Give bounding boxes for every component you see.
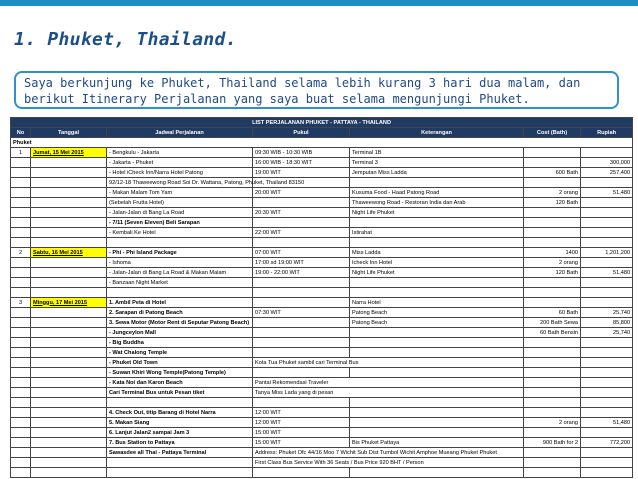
row-date <box>31 368 107 378</box>
row-activity: - Makan Malam Tom Yam <box>107 188 253 198</box>
row-activity <box>107 288 253 298</box>
row-rupiah <box>581 348 633 358</box>
table-row <box>11 228 633 238</box>
row-date <box>31 428 107 438</box>
row-time <box>253 278 350 288</box>
row-activity: - Bengkulu - Jakarta <box>107 148 253 158</box>
row-cost: 900 Bath for 2 <box>524 438 581 448</box>
row-date <box>31 378 107 388</box>
row-time: Kota Tua Phuket sambil cari Terminal Bus <box>253 358 524 368</box>
itinerary-table-wrapper <box>10 117 632 478</box>
row-cost <box>524 468 581 478</box>
row-rupiah <box>581 358 633 368</box>
row-cost <box>524 148 581 158</box>
row-rupiah <box>581 228 633 238</box>
column-header: Jadwal Perjalanan <box>107 128 253 138</box>
row-number: 2 <box>11 248 31 258</box>
row-cost: 1400 <box>524 248 581 258</box>
table-row <box>11 168 633 178</box>
row-activity: - Hotel iCheck Inn/Narra Hotel Patong <box>107 168 253 178</box>
row-date <box>31 158 107 168</box>
row-number <box>11 218 31 228</box>
row-date <box>31 208 107 218</box>
row-note <box>350 328 524 338</box>
table-row <box>11 238 633 248</box>
row-note: Night Life Phuket <box>350 268 524 278</box>
row-note <box>350 178 524 188</box>
table-row <box>11 288 633 298</box>
table-row <box>11 188 633 198</box>
row-rupiah <box>581 288 633 298</box>
row-date <box>31 438 107 448</box>
row-note: Kusuma Food - Haad Patong Road <box>350 188 524 198</box>
row-cost: 120 Bath <box>524 198 581 208</box>
column-header: Cost (Bath) <box>524 128 581 138</box>
row-date <box>31 388 107 398</box>
row-number <box>11 348 31 358</box>
row-activity: 1. Ambil Peta di Hotel <box>107 298 253 308</box>
table-row <box>11 258 633 268</box>
row-note: Patong Beach <box>350 318 524 328</box>
row-note: Patong Beach <box>350 308 524 318</box>
row-note <box>350 218 524 228</box>
row-cost <box>524 278 581 288</box>
row-date <box>31 408 107 418</box>
row-number <box>11 308 31 318</box>
row-number <box>11 208 31 218</box>
row-activity: 3. Sewa Motor (Motor Rent di Seputar Patong Beach) <box>107 318 253 328</box>
row-time: 17:00 sd 19:00 WIT <box>253 258 350 268</box>
row-rupiah: 51,480 <box>581 188 633 198</box>
row-activity: - Phuket Old Town <box>107 358 253 368</box>
row-date <box>31 178 107 188</box>
row-cost <box>524 348 581 358</box>
intro-note-box: Saya berkunjung ke Phuket, Thailand selama lebih kurang 3 hari dua malam, dan berikut Itinerary Perjalanan yang saya buat selama mengunjungi Phuket. <box>14 71 619 109</box>
row-date <box>31 268 107 278</box>
table-caption: LIST PERJALANAN PHUKET - PATTAYA - THAILAND <box>11 118 633 128</box>
row-number <box>11 198 31 208</box>
row-rupiah <box>581 428 633 438</box>
table-row <box>11 318 633 328</box>
row-activity <box>107 458 253 468</box>
row-time: 16:00 WIB - 18:30 WIT <box>253 158 350 168</box>
row-note: Jemputan Miss Ladda <box>350 168 524 178</box>
row-activity <box>107 238 253 248</box>
row-rupiah: 772,200 <box>581 438 633 448</box>
row-note <box>350 408 524 418</box>
row-cost: 60 Bath <box>524 308 581 318</box>
table-row <box>11 448 633 458</box>
row-note <box>350 288 524 298</box>
row-date: Jumat, 15 Mei 2015 <box>31 148 107 158</box>
row-number <box>11 358 31 368</box>
table-row <box>11 328 633 338</box>
row-date <box>31 468 107 478</box>
row-time: First Class Bus Service With 36 Seats / Bus Price 920 BHT / Person <box>253 458 524 468</box>
row-time: Pantai Rekomendasi Traveler <box>253 378 524 388</box>
row-activity: - Jalan-Jalan di Bang La Road & Makan Malam <box>107 268 253 278</box>
table-row <box>11 398 633 408</box>
row-cost <box>524 388 581 398</box>
row-number <box>11 238 31 248</box>
row-time: 19:00 WIT <box>253 168 350 178</box>
row-cost: 60 Bath Bensin <box>524 328 581 338</box>
row-cost <box>524 298 581 308</box>
row-date <box>31 328 107 338</box>
row-rupiah: 257,400 <box>581 168 633 178</box>
row-rupiah <box>581 298 633 308</box>
row-number: 3 <box>11 298 31 308</box>
row-note <box>350 418 524 428</box>
row-note <box>350 278 524 288</box>
row-rupiah <box>581 238 633 248</box>
row-time <box>253 398 350 408</box>
row-number <box>11 258 31 268</box>
row-date <box>31 458 107 468</box>
row-number <box>11 398 31 408</box>
row-rupiah: 300,000 <box>581 158 633 168</box>
row-date <box>31 278 107 288</box>
row-time: Tanya Miss Lada yang di pesan <box>253 388 524 398</box>
row-number <box>11 368 31 378</box>
row-activity: - Banzaan Night Market <box>107 278 253 288</box>
row-cost <box>524 208 581 218</box>
row-date <box>31 198 107 208</box>
row-number <box>11 168 31 178</box>
table-row <box>11 298 633 308</box>
row-activity: 2. Sarapan di Patong Beach <box>107 308 253 318</box>
row-time <box>253 298 350 308</box>
row-date <box>31 168 107 178</box>
row-date <box>31 308 107 318</box>
row-activity: - 7/11 (Seven Eleven) Beli Sarapan <box>107 218 253 228</box>
row-activity: - Jungceylon Mall <box>107 328 253 338</box>
row-cost <box>524 398 581 408</box>
row-activity: - Jakarta - Phuket <box>107 158 253 168</box>
row-time <box>253 328 350 338</box>
row-number <box>11 328 31 338</box>
row-rupiah <box>581 178 633 188</box>
column-header: Tanggal <box>31 128 107 138</box>
row-number <box>11 388 31 398</box>
row-date <box>31 358 107 368</box>
row-date <box>31 218 107 228</box>
row-cost <box>524 378 581 388</box>
table-row <box>11 248 633 258</box>
row-note: Terminal 3 <box>350 158 524 168</box>
row-cost <box>524 158 581 168</box>
row-date <box>31 288 107 298</box>
row-time <box>253 338 350 348</box>
row-time: Address: Phuket Ofc 44/16 Moo 7 Wichit Sub Dist Tumbol Wichit Amphoe Mueang Phuket Phuket <box>253 448 524 458</box>
row-activity: - Phi - Phi Island Package <box>107 248 253 258</box>
row-number <box>11 188 31 198</box>
row-cost: 200 Bath Sewa <box>524 318 581 328</box>
table-row <box>11 378 633 388</box>
row-time <box>253 468 350 478</box>
row-cost <box>524 358 581 368</box>
row-cost: 2 orang <box>524 418 581 428</box>
row-note: Night Life Phuket <box>350 208 524 218</box>
row-time: 15:00 WIT <box>253 438 350 448</box>
row-activity: - Big Buddha <box>107 338 253 348</box>
row-note: Terminal 1B <box>350 148 524 158</box>
row-cost <box>524 228 581 238</box>
table-row <box>11 368 633 378</box>
row-rupiah <box>581 458 633 468</box>
row-activity: - Jalan-Jalan di Bang La Road <box>107 208 253 218</box>
row-note <box>350 338 524 348</box>
table-row <box>11 388 633 398</box>
row-activity <box>107 468 253 478</box>
row-number <box>11 418 31 428</box>
row-date <box>31 418 107 428</box>
row-activity: - Kata Noi dan Karon Beach <box>107 378 253 388</box>
row-rupiah <box>581 338 633 348</box>
row-cost: 120 Bath <box>524 268 581 278</box>
row-cost <box>524 368 581 378</box>
column-header: Pukul <box>253 128 350 138</box>
table-row <box>11 148 633 158</box>
row-cost <box>524 178 581 188</box>
row-cost <box>524 338 581 348</box>
row-cost <box>524 408 581 418</box>
row-number <box>11 428 31 438</box>
row-note: Icheck Inn Hotel <box>350 258 524 268</box>
row-time <box>253 318 350 328</box>
row-activity: Cari Terminal Bus untuk Pesan tiket <box>107 388 253 398</box>
table-row <box>11 468 633 478</box>
table-row <box>11 408 633 418</box>
table-row <box>11 428 633 438</box>
row-note: Thaweewong Road - Restoran India dan Arab <box>350 198 524 208</box>
row-note: Miss Ladda <box>350 248 524 258</box>
table-row <box>11 198 633 208</box>
row-number <box>11 268 31 278</box>
row-time <box>253 198 350 208</box>
row-time: 15:00 WIT <box>253 428 350 438</box>
row-number: 1 <box>11 148 31 158</box>
row-time <box>253 348 350 358</box>
table-header-row <box>11 128 633 138</box>
row-rupiah <box>581 388 633 398</box>
row-note: Narra Hotel <box>350 298 524 308</box>
row-activity <box>107 398 253 408</box>
row-number <box>11 158 31 168</box>
row-rupiah: 51,480 <box>581 268 633 278</box>
row-number <box>11 338 31 348</box>
row-rupiah <box>581 278 633 288</box>
row-number <box>11 228 31 238</box>
table-body <box>11 138 633 478</box>
row-number <box>11 278 31 288</box>
row-rupiah: 25,740 <box>581 328 633 338</box>
row-activity: 92/12-18 Thaweewong Road Soi Dr. Wattana, Patong, Phuket, Thailand 83150 <box>107 178 253 188</box>
row-rupiah <box>581 378 633 388</box>
row-activity: 4. Check Out, titip Barang di Hotel Narra <box>107 408 253 418</box>
row-activity: - Suwan Khiri Wong Temple(Patong Temple) <box>107 368 253 378</box>
row-date: Sabtu, 16 Mei 2015 <box>31 248 107 258</box>
row-rupiah <box>581 208 633 218</box>
row-cost <box>524 428 581 438</box>
column-header: No <box>11 128 31 138</box>
row-time: 12:00 WIT <box>253 418 350 428</box>
row-note: Istirahat <box>350 228 524 238</box>
row-rupiah <box>581 368 633 378</box>
row-note: Bis Phuket Pattaya <box>350 438 524 448</box>
row-rupiah: 1,201,200 <box>581 248 633 258</box>
table-row <box>11 418 633 428</box>
row-rupiah <box>581 398 633 408</box>
row-number <box>11 448 31 458</box>
table-row <box>11 278 633 288</box>
row-date <box>31 448 107 458</box>
row-note <box>350 238 524 248</box>
row-number <box>11 438 31 448</box>
table-row <box>11 348 633 358</box>
row-cost: 600 Bath <box>524 168 581 178</box>
row-time <box>253 218 350 228</box>
row-date <box>31 318 107 328</box>
row-number <box>11 178 31 188</box>
table-row <box>11 458 633 468</box>
table-row <box>11 268 633 278</box>
row-rupiah: 85,800 <box>581 318 633 328</box>
row-time: 22:00 WIT <box>253 228 350 238</box>
table-row <box>11 358 633 368</box>
column-header: Rupiah <box>581 128 633 138</box>
row-note <box>350 368 524 378</box>
row-activity: - Ishoma <box>107 258 253 268</box>
table-row <box>11 218 633 228</box>
row-number <box>11 408 31 418</box>
row-cost <box>524 448 581 458</box>
table-row <box>11 208 633 218</box>
row-rupiah <box>581 448 633 458</box>
row-cost <box>524 218 581 228</box>
row-date <box>31 188 107 198</box>
table-row <box>11 308 633 318</box>
row-note <box>350 348 524 358</box>
row-cost: 2 orang <box>524 258 581 268</box>
row-time <box>253 288 350 298</box>
row-number <box>11 318 31 328</box>
row-rupiah <box>581 468 633 478</box>
row-number <box>11 458 31 468</box>
row-rupiah: 51,480 <box>581 418 633 428</box>
row-activity: - Kembali Ke Hotel <box>107 228 253 238</box>
table-row <box>11 438 633 448</box>
row-date <box>31 238 107 248</box>
row-rupiah <box>581 408 633 418</box>
row-rupiah <box>581 218 633 228</box>
row-cost <box>524 288 581 298</box>
row-time <box>253 368 350 378</box>
row-cost <box>524 458 581 468</box>
row-date <box>31 338 107 348</box>
row-date: Minggu, 17 Mei 2015 <box>31 298 107 308</box>
row-rupiah <box>581 198 633 208</box>
row-note <box>350 468 524 478</box>
row-number <box>11 378 31 388</box>
column-header: Keterangan <box>350 128 524 138</box>
row-time: 07:30 WIT <box>253 308 350 318</box>
section-label: Phuket <box>11 138 633 148</box>
row-rupiah: 25,740 <box>581 308 633 318</box>
row-activity: Sawasdee all Thai - Pattaya Terminal <box>107 448 253 458</box>
row-activity: 7. Bus Station to Pattaya <box>107 438 253 448</box>
row-number <box>11 288 31 298</box>
row-activity: - Wat Chalong Temple <box>107 348 253 358</box>
row-date <box>31 258 107 268</box>
row-activity: (Sebelah Frutta Hotel) <box>107 198 253 208</box>
row-note <box>350 428 524 438</box>
row-time: 07:00 WIT <box>253 248 350 258</box>
table-row <box>11 158 633 168</box>
itinerary-table <box>10 117 633 478</box>
row-activity: 6. Lanjut Jalan2 sampai Jam 3 <box>107 428 253 438</box>
row-cost <box>524 238 581 248</box>
row-time <box>253 238 350 248</box>
row-time: 20:30 WIT <box>253 208 350 218</box>
row-date <box>31 398 107 408</box>
row-number <box>11 468 31 478</box>
row-time: 09:30 WIB - 10:30 WIB <box>253 148 350 158</box>
row-note <box>350 398 524 408</box>
top-accent-bar <box>0 0 638 6</box>
row-date <box>31 228 107 238</box>
table-row <box>11 178 633 188</box>
row-rupiah <box>581 148 633 158</box>
row-time: 19:00 - 22:00 WIT <box>253 268 350 278</box>
row-time: 12:00 WIT <box>253 408 350 418</box>
table-row <box>11 338 633 348</box>
row-time: 20:00 WIT <box>253 188 350 198</box>
row-rupiah <box>581 258 633 268</box>
row-cost: 2 orang <box>524 188 581 198</box>
slide-title: 1. Phuket, Thailand. <box>14 29 237 50</box>
row-date <box>31 348 107 358</box>
row-activity: 5. Makan Siang <box>107 418 253 428</box>
